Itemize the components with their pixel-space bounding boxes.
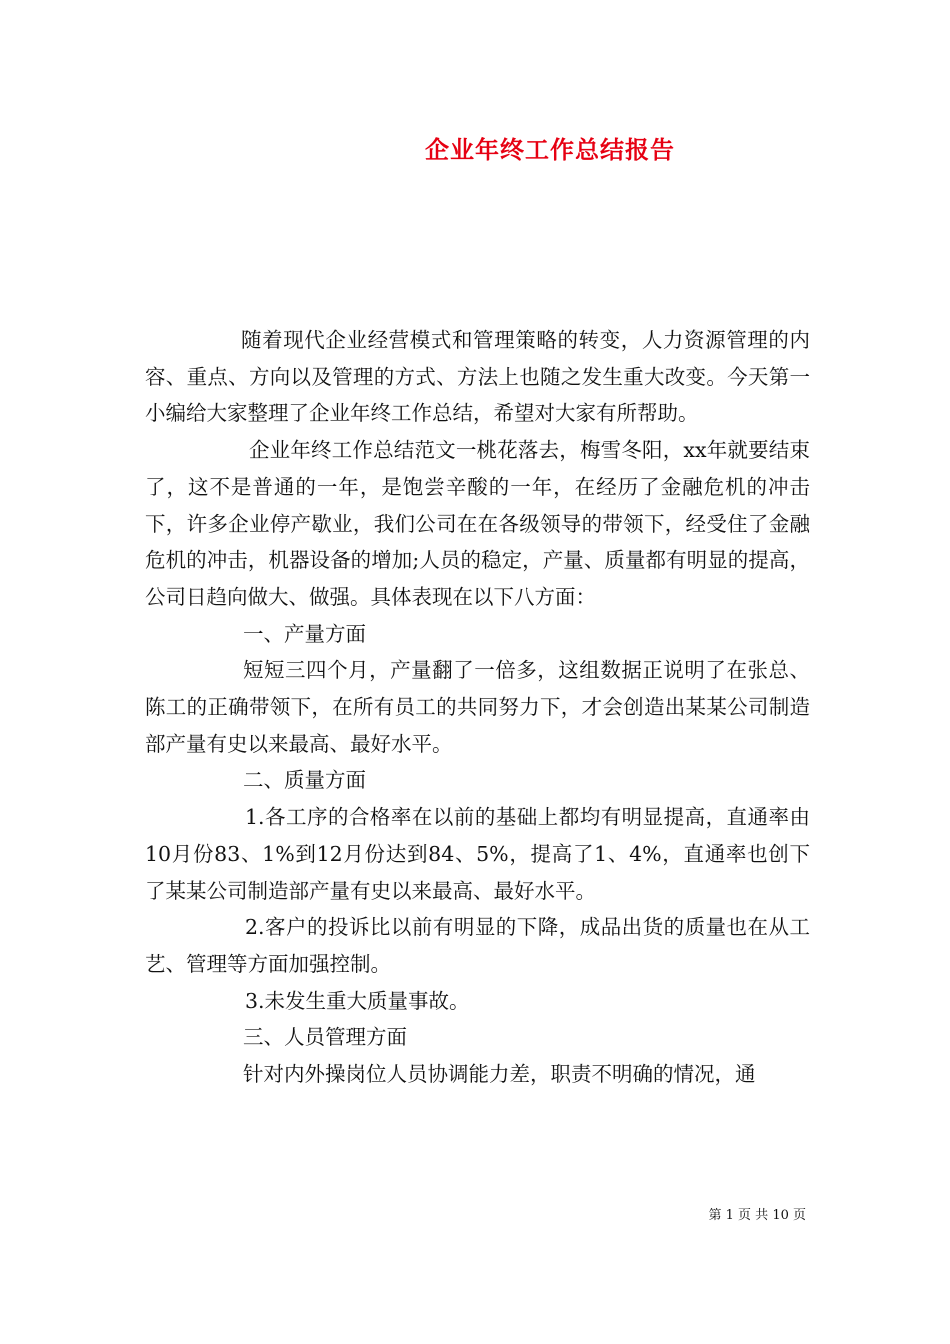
paragraph-quality-2: 2.客户的投诉比以前有明显的下降，成品出货的质量也在从工艺、管理等方面加强控制。 xyxy=(145,915,810,976)
section-heading-output: 一、产量方面 xyxy=(243,621,366,646)
paragraph-quality-1: 1.各工序的合格率在以前的基础上都均有明显提高，直通率由10月份83、1%到12月份达到84、5%，提高了1、4%，直通率也创下了某某公司制造部产量有史以来最高、最好水平。 xyxy=(145,805,810,903)
document-title: 企业年终工作总结报告 xyxy=(425,135,675,164)
page-number-footer: 第 1 页 共 10 页 xyxy=(708,1208,806,1223)
paragraph-personnel: 针对内外操岗位人员协调能力差，职责不明确的情况，通 xyxy=(243,1062,756,1087)
paragraph-intro: 随着现代企业经营模式和管理策略的转变，人力资源管理的内容、重点、方向以及管理的方式、方法上也随之发生重大改变。今天第一小编给大家整理了企业年终工作总结，希望对大家有所帮助。 xyxy=(145,328,810,426)
document-body xyxy=(145,322,810,1093)
paragraph-output: 短短三四个月，产量翻了一倍多，这组数据正说明了在张总、陈工的正确带领下，在所有员工的共同努力下，才会创造出某某公司制造部产量有史以来最高、最好水平。 xyxy=(145,658,810,756)
paragraph-quality-3: 3.未发生重大质量事故。 xyxy=(245,988,470,1013)
section-heading-personnel: 三、人员管理方面 xyxy=(243,1025,407,1050)
section-heading-quality: 二、质量方面 xyxy=(243,768,366,793)
paragraph-summary: 企业年终工作总结范文一桃花落去，梅雪冬阳，xx年就要结束了，这不是普通的一年，是饱尝辛酸的一年，在经历了金融危机的冲击下，许多企业停产歇业，我们公司在在各级领导的带领下，经受住了金融危机的冲击，机器设备的增加;人员的稳定，产量、质量都有明显的提高，公司日趋向做大、做强。具体表现在以下八方面： xyxy=(145,438,810,609)
